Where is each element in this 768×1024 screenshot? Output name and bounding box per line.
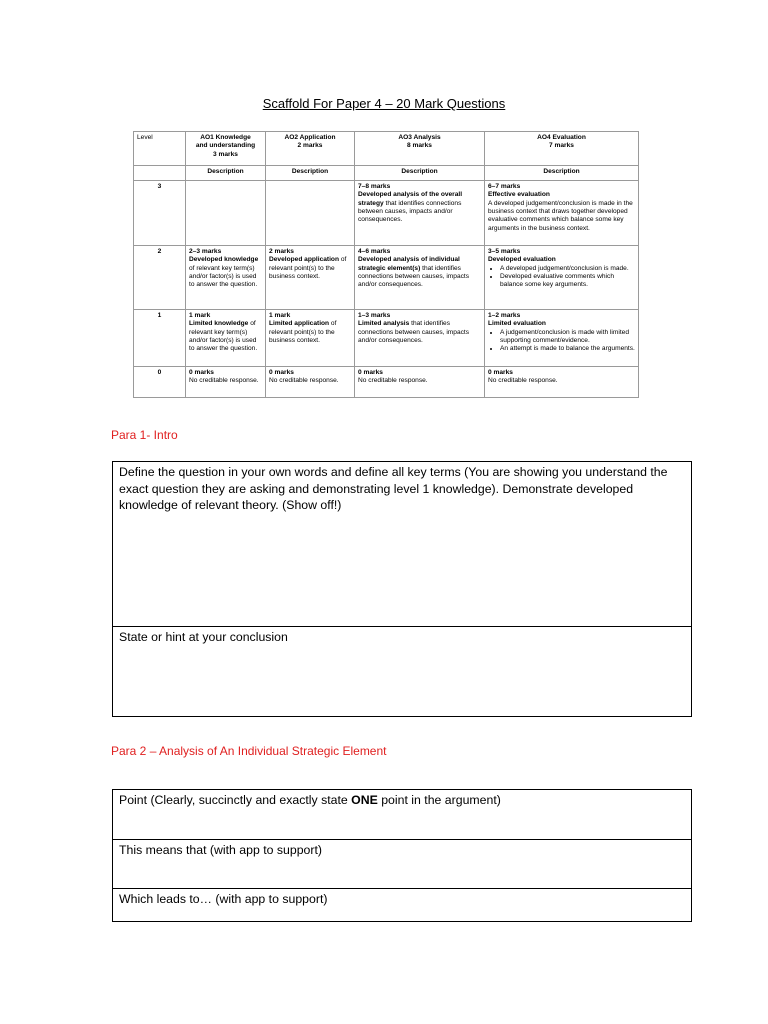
para1-heading: Para 1- Intro	[111, 428, 178, 442]
ao4-cell: 3–5 marks Developed evaluation • A developed judgement/conclusion is made. • Developed evaluative comments which balance some key arguments.	[485, 246, 639, 310]
table-row	[134, 246, 639, 310]
ao2-cell: 2 marks Developed application of relevant point(s) to the business context.	[266, 246, 355, 310]
ao3-cell: 0 marks No creditable response.	[355, 367, 485, 398]
para2-box	[112, 789, 692, 922]
description-label: Description	[485, 166, 639, 181]
description-row	[134, 166, 639, 181]
ao3-header: AO3 Analysis 8 marks	[355, 132, 485, 166]
level-cell: 0	[134, 367, 186, 398]
description-label: Description	[186, 166, 266, 181]
list-item: • A developed judgement/conclusion is made.	[500, 265, 635, 273]
means-cell[interactable]: This means that (with app to support)	[113, 840, 691, 889]
ao1-header: AO1 Knowledge and understanding 3 marks	[186, 132, 266, 166]
description-label: Description	[355, 166, 485, 181]
level-cell: 3	[134, 181, 186, 246]
leads-cell[interactable]: Which leads to… (with app to support)	[119, 892, 328, 906]
ao1-cell: 2–3 marks Developed knowledge of relevant key term(s) and/or factor(s) is used to answer the question.	[186, 246, 266, 310]
list-item: • Developed evaluative comments which balance some key arguments.	[500, 273, 635, 290]
ao3-cell: 1–3 marks Limited analysis that identifies connections between causes, impacts and/or consequences.	[355, 310, 485, 367]
ao2-cell: 1 mark Limited application of relevant point(s) to the business context.	[266, 310, 355, 367]
para2-heading: Para 2 – Analysis of An Individual Strategic Element	[111, 744, 387, 758]
table-row	[134, 181, 639, 246]
ao3-cell: 4–6 marks Developed analysis of individual strategic element(s) that identifies connections between causes, impacts and/or consequences.	[355, 246, 485, 310]
ao2-cell: 0 marks No creditable response.	[266, 367, 355, 398]
ao1-cell: 1 mark Limited knowledge of relevant key term(s) and/or factor(s) is used to answer the question.	[186, 310, 266, 367]
header-row	[134, 132, 639, 166]
intro-definition-cell[interactable]: Define the question in your own words and define all key terms (You are showing you understand the exact question they are asking and demonstrating level 1 knowledge). Demonstrate developed knowledge of relevant theory. (Show off!)	[113, 462, 691, 627]
point-cell[interactable]: Point (Clearly, succinctly and exactly state ONE point in the argument)	[113, 790, 691, 840]
ao1-cell	[186, 181, 266, 246]
document-title: Scaffold For Paper 4 – 20 Mark Questions	[262, 96, 506, 111]
level-header: Level	[134, 132, 186, 166]
ao1-cell: 0 marks No creditable response.	[186, 367, 266, 398]
ao2-header: AO2 Application 2 marks	[266, 132, 355, 166]
level-cell: 1	[134, 310, 186, 367]
ao3-cell: 7–8 marks Developed analysis of the overall strategy that identifies connections between causes, impacts and/or consequences.	[355, 181, 485, 246]
ao4-cell: 6–7 marks Effective evaluation A developed judgement/conclusion is made in the business context that draws together developed evaluative comments which balance some key arguments in the business context.	[485, 181, 639, 246]
ao4-cell: 0 marks No creditable response.	[485, 367, 639, 398]
level-cell: 2	[134, 246, 186, 310]
para1-box	[112, 461, 692, 717]
description-label: Description	[266, 166, 355, 181]
table-row	[134, 367, 639, 398]
ao4-header: AO4 Evaluation 7 marks	[485, 132, 639, 166]
list-item: • A judgement/conclusion is made with limited supporting comment/evidence.	[500, 329, 635, 346]
ao4-cell: 1–2 marks Limited evaluation • A judgement/conclusion is made with limited supporting comment/evidence. • An attempt is made to balance the arguments.	[485, 310, 639, 367]
table-row	[134, 310, 639, 367]
ao2-cell	[266, 181, 355, 246]
conclusion-hint-cell[interactable]: State or hint at your conclusion	[119, 630, 288, 644]
mark-scheme-table	[133, 131, 639, 398]
list-item: • An attempt is made to balance the arguments.	[500, 345, 635, 353]
